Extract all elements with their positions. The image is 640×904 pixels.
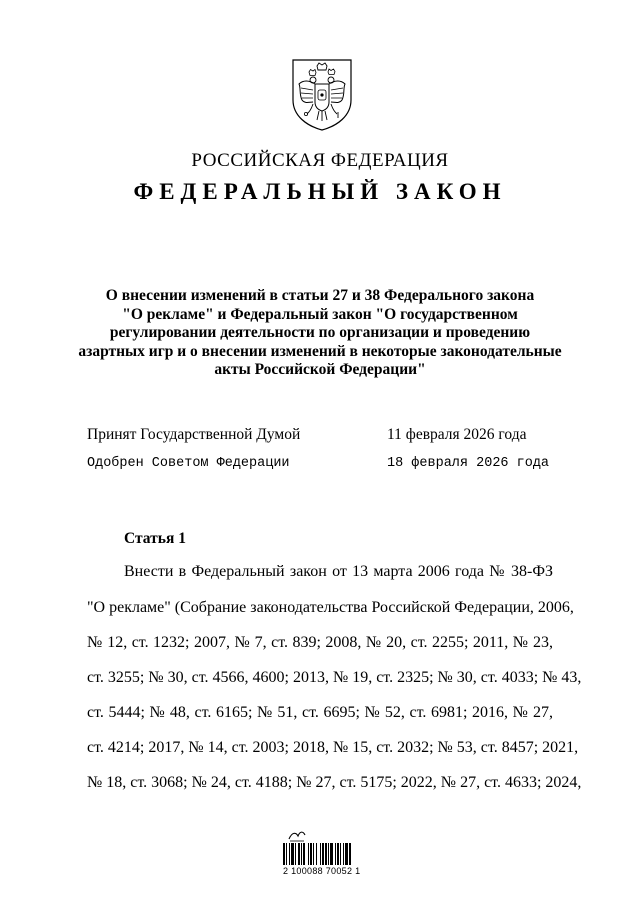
article-text-line: Внести в Федеральный закон от 13 марта 2006 года № 38-ФЗ: [124, 563, 553, 580]
council-approval-label: Одобрен Советом Федерации: [87, 456, 290, 471]
article-heading: Статья 1: [124, 530, 186, 547]
registration-stamp-icon: [287, 828, 307, 842]
law-title: [60, 287, 580, 380]
law-type-heading: ФЕДЕРАЛЬНЫЙ ЗАКОН: [133, 179, 507, 204]
duma-adoption-date: 11 февраля 2026 года: [387, 426, 527, 443]
country-name: РОССИЙСКАЯ ФЕДЕРАЦИЯ: [191, 150, 449, 171]
article-text-line: № 18, ст. 3068; № 24, ст. 4188; № 27, ст. 5175; 2022, № 27, ст. 4633; 2024,: [87, 774, 582, 791]
article-text-line: № 12, ст. 1232; 2007, № 7, ст. 839; 2008, № 20, ст. 2255; 2011, № 23,: [87, 634, 553, 651]
law-title-line: "О рекламе" и Федеральный закон "О государственном: [122, 305, 518, 323]
article-text-line: "О рекламе" (Собрание законодательства Российской Федерации, 2006,: [87, 599, 574, 616]
law-title-line: азартных игр и о внесении изменений в некоторые законодательные: [78, 342, 562, 360]
law-title-line: О внесении изменений в статьи 27 и 38 Федерального закона: [105, 287, 535, 304]
duma-adoption-label: Принят Государственной Думой: [87, 426, 301, 443]
law-title-line: акты Российской Федерации": [214, 361, 426, 378]
article-text-line: ст. 5444; № 48, ст. 6165; № 51, ст. 6695; № 52, ст. 6981; 2016, № 27,: [87, 704, 553, 721]
article-text-line: ст. 4214; 2017, № 14, ст. 2003; 2018, № 15, ст. 2032; № 53, ст. 8457; 2021,: [87, 739, 579, 756]
council-approval-date: 18 февраля 2026 года: [387, 456, 550, 471]
law-title-line: регулировании деятельности по организации и проведению: [109, 324, 531, 341]
coat-of-arms-icon: [289, 58, 355, 132]
barcode-number: 2 100088 70052 1: [283, 866, 361, 876]
article-text-line: ст. 3255; № 30, ст. 4566, 4600; 2013, № 19, ст. 2325; № 30, ст. 4033; № 43,: [87, 669, 582, 686]
